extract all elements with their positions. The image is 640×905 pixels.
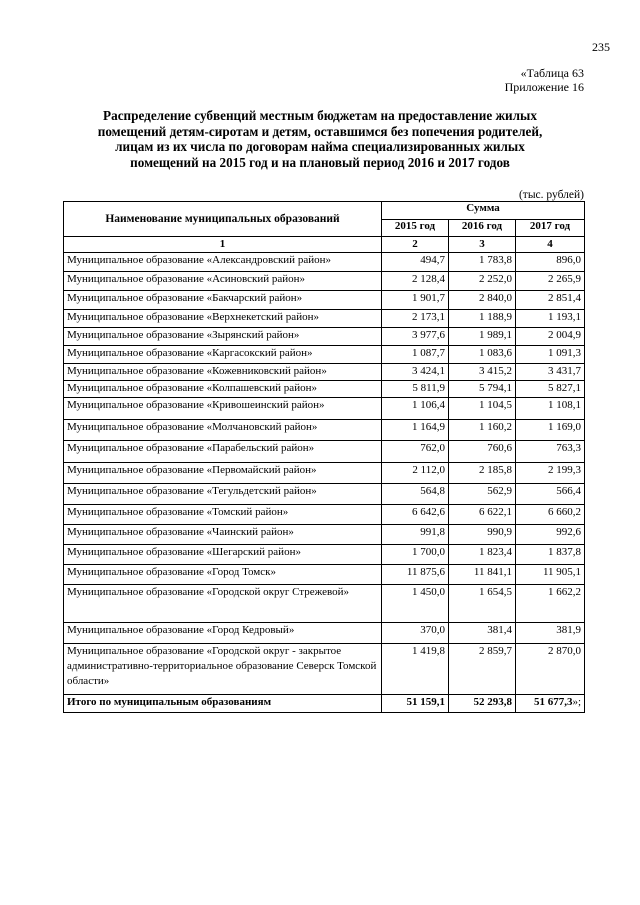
value-2017: 11 905,1 xyxy=(516,565,585,585)
municipality-name: Муниципальное образование «Бакчарский район» xyxy=(64,291,382,310)
municipality-name: Муниципальное образование «Первомайский район» xyxy=(64,463,382,484)
table-row xyxy=(64,585,585,623)
title-line-1: Распределение субвенций местным бюджетам на предоставление жилых xyxy=(103,108,537,123)
municipality-name: Муниципальное образование «Каргасокский район» xyxy=(64,346,382,364)
table-row xyxy=(64,253,585,272)
header-year-2016: 2016 год xyxy=(449,220,516,237)
value-2017: 896,0 xyxy=(516,253,585,272)
value-2017: 6 660,2 xyxy=(516,505,585,525)
value-2017: 1 108,1 xyxy=(516,398,585,420)
column-number: 3 xyxy=(449,237,516,253)
value-2017: 1 662,2 xyxy=(516,585,585,623)
table-row xyxy=(64,545,585,565)
table-row xyxy=(64,484,585,505)
municipality-name: Муниципальное образование «Молчановский район» xyxy=(64,420,382,441)
value-2017: 1 193,1 xyxy=(516,310,585,328)
total-label: Итого по муниципальным образованиям xyxy=(64,695,382,713)
column-number: 2 xyxy=(382,237,449,253)
total-2017-value: 51 677,3 xyxy=(533,696,573,708)
value-2015: 370,0 xyxy=(382,623,449,644)
value-2016: 1 989,1 xyxy=(449,328,516,346)
header-sum: Сумма xyxy=(382,202,585,220)
value-2015: 2 112,0 xyxy=(382,463,449,484)
municipality-name: Муниципальное образование «Колпашевский район» xyxy=(64,381,382,398)
municipality-name: Муниципальное образование «Зырянский район» xyxy=(64,328,382,346)
value-2017: 992,6 xyxy=(516,525,585,545)
value-2015: 3 977,6 xyxy=(382,328,449,346)
table-row xyxy=(64,505,585,525)
value-2015: 1 419,8 xyxy=(382,644,449,695)
municipality-name: Муниципальное образование «Городской округ - закрытое административно-территориальное образование Северск Томской области» xyxy=(64,644,382,695)
value-2017: 2 004,9 xyxy=(516,328,585,346)
table-row xyxy=(64,525,585,545)
table-row xyxy=(64,328,585,346)
value-2015: 6 642,6 xyxy=(382,505,449,525)
value-2015: 1 450,0 xyxy=(382,585,449,623)
value-2016: 11 841,1 xyxy=(449,565,516,585)
municipality-name: Муниципальное образование «Парабельский район» xyxy=(64,441,382,463)
table-row xyxy=(64,644,585,695)
municipality-name: Муниципальное образование «Кривошеинский район» xyxy=(64,398,382,420)
column-number: 1 xyxy=(64,237,382,253)
value-2017: 2 265,9 xyxy=(516,272,585,291)
table-row xyxy=(64,346,585,364)
value-2016: 3 415,2 xyxy=(449,364,516,381)
value-2015: 494,7 xyxy=(382,253,449,272)
value-2017: 2 199,3 xyxy=(516,463,585,484)
value-2016: 2 859,7 xyxy=(449,644,516,695)
value-2016: 381,4 xyxy=(449,623,516,644)
value-2016: 1 654,5 xyxy=(449,585,516,623)
table-row xyxy=(64,381,585,398)
value-2016: 2 252,0 xyxy=(449,272,516,291)
value-2016: 2 185,8 xyxy=(449,463,516,484)
subvention-table xyxy=(63,201,585,713)
title-line-3: лицам из их числа по договорам найма специализированных жилых xyxy=(115,139,525,155)
value-2017: 763,3 xyxy=(516,441,585,463)
value-2015: 5 811,9 xyxy=(382,381,449,398)
value-2017: 381,9 xyxy=(516,623,585,644)
municipality-name: Муниципальное образование «Александровский район» xyxy=(64,253,382,272)
table-reference xyxy=(505,66,584,94)
value-2016: 1 188,9 xyxy=(449,310,516,328)
header-year-2015: 2015 год xyxy=(382,220,449,237)
value-2016: 6 622,1 xyxy=(449,505,516,525)
header-municipality: Наименование муниципальных образований xyxy=(64,202,382,237)
municipality-name: Муниципальное образование «Городской округ Стрежевой» xyxy=(64,585,382,623)
value-2017: 1 091,3 xyxy=(516,346,585,364)
value-2015: 564,8 xyxy=(382,484,449,505)
value-2015: 11 875,6 xyxy=(382,565,449,585)
value-2017: 2 870,0 xyxy=(516,644,585,695)
value-2015: 762,0 xyxy=(382,441,449,463)
value-2015: 1 164,9 xyxy=(382,420,449,441)
value-2016: 1 104,5 xyxy=(449,398,516,420)
municipality-name: Муниципальное образование «Город Томск» xyxy=(64,565,382,585)
municipality-name: Муниципальное образование «Верхнекетский район» xyxy=(64,310,382,328)
table-row xyxy=(64,623,585,644)
value-2016: 562,9 xyxy=(449,484,516,505)
value-2017: 3 431,7 xyxy=(516,364,585,381)
total-row xyxy=(64,695,585,713)
value-2016: 2 840,0 xyxy=(449,291,516,310)
table-row xyxy=(64,291,585,310)
value-2016: 1 783,8 xyxy=(449,253,516,272)
value-2015: 1 106,4 xyxy=(382,398,449,420)
municipality-name: Муниципальное образование «Чаинский район» xyxy=(64,525,382,545)
total-2015: 51 159,1 xyxy=(382,695,449,713)
value-2015: 3 424,1 xyxy=(382,364,449,381)
value-2016: 760,6 xyxy=(449,441,516,463)
value-2016: 1 083,6 xyxy=(449,346,516,364)
closing-quote: »; xyxy=(572,696,582,708)
value-2016: 1 823,4 xyxy=(449,545,516,565)
value-2015: 991,8 xyxy=(382,525,449,545)
value-2015: 2 173,1 xyxy=(382,310,449,328)
municipality-name: Муниципальное образование «Тегульдетский район» xyxy=(64,484,382,505)
page-number: 235 xyxy=(592,40,610,54)
value-2017: 1 837,8 xyxy=(516,545,585,565)
total-2017 xyxy=(516,695,585,713)
units-label: (тыс. рублей) xyxy=(518,189,584,201)
table-row xyxy=(64,310,585,328)
value-2016: 5 794,1 xyxy=(449,381,516,398)
table-row xyxy=(64,463,585,484)
value-2017: 2 851,4 xyxy=(516,291,585,310)
value-2015: 2 128,4 xyxy=(382,272,449,291)
municipality-name: Муниципальное образование «Асиновский район» xyxy=(64,272,382,291)
table-row xyxy=(64,272,585,291)
header-year-2017: 2017 год xyxy=(516,220,585,237)
value-2016: 1 160,2 xyxy=(449,420,516,441)
title-line-4: помещений на 2015 год и на плановый период 2016 и 2017 годов xyxy=(130,154,510,170)
municipality-name: Муниципальное образование «Шегарский район» xyxy=(64,545,382,565)
table-row xyxy=(64,420,585,441)
municipality-name: Муниципальное образование «Томский район» xyxy=(64,505,382,525)
value-2016: 990,9 xyxy=(449,525,516,545)
table-row xyxy=(64,364,585,381)
municipality-name: Муниципальное образование «Город Кедровый» xyxy=(64,623,382,644)
document-title xyxy=(80,108,560,170)
value-2017: 1 169,0 xyxy=(516,420,585,441)
table-row xyxy=(64,441,585,463)
value-2015: 1 087,7 xyxy=(382,346,449,364)
value-2017: 566,4 xyxy=(516,484,585,505)
table-row xyxy=(64,565,585,585)
column-number: 4 xyxy=(516,237,585,253)
value-2015: 1 901,7 xyxy=(382,291,449,310)
table-number: «Таблица 63 xyxy=(520,66,584,80)
value-2017: 5 827,1 xyxy=(516,381,585,398)
appendix-number: Приложение 16 xyxy=(504,80,584,94)
total-2016: 52 293,8 xyxy=(449,695,516,713)
value-2015: 1 700,0 xyxy=(382,545,449,565)
title-line-2: помещений детям-сиротам и детям, оставшимся без попечения родителей, xyxy=(97,123,543,139)
table-row xyxy=(64,398,585,420)
municipality-name: Муниципальное образование «Кожевниковский район» xyxy=(64,364,382,381)
